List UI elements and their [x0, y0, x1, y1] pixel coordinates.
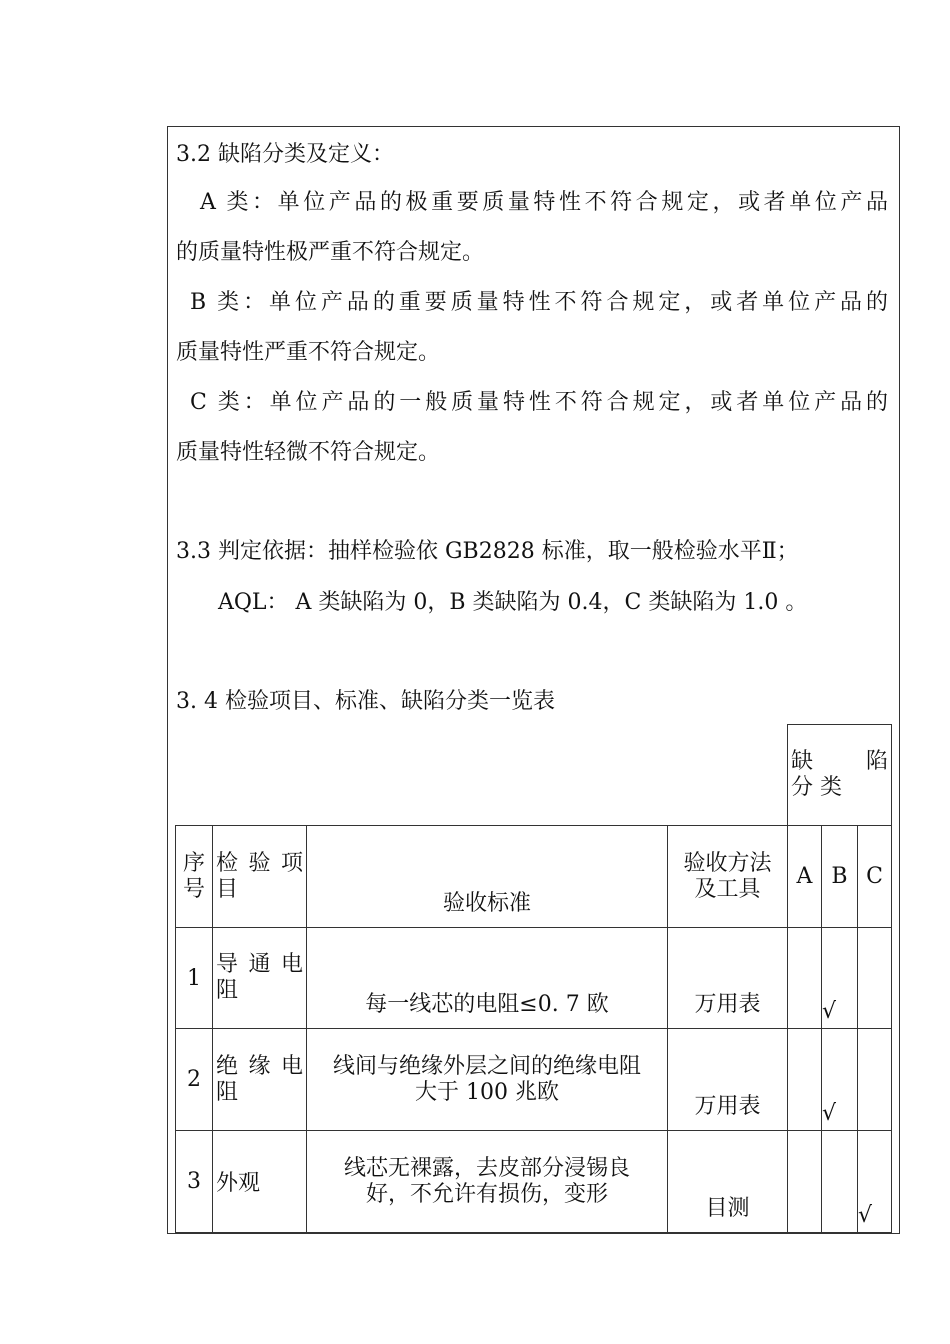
- defect-class-header-row: [176, 725, 892, 826]
- row-standard: [307, 1131, 668, 1233]
- row-method: 目测: [668, 1131, 788, 1233]
- col-header-item: [213, 826, 307, 928]
- row-seq: 3: [176, 1131, 213, 1233]
- col-header-seq-line2: 号: [182, 876, 205, 902]
- column-header-row: [176, 826, 892, 928]
- row-item: [213, 1029, 307, 1131]
- row-standard-line2: 好，不允许有损伤，变形: [365, 1181, 608, 1207]
- class-a-definition-line1: A 类：单位产品的极重要质量特性不符合规定，或者单位产品: [200, 190, 888, 215]
- row-item: 外观: [213, 1131, 307, 1233]
- section-3-3-aql-line: AQL： A 类缺陷为 0，B 类缺陷为 0.4，C 类缺陷为 1.0 。: [218, 590, 808, 615]
- class-b-definition-line2: 质量特性严重不符合规定。: [176, 340, 441, 365]
- row-standard: 每一线芯的电阻≤0. 7 欧: [307, 928, 668, 1029]
- col-header-method-line1: 验收方法: [683, 850, 772, 876]
- col-header-item-line2: 目: [216, 876, 239, 902]
- inspection-table: [175, 724, 892, 1233]
- row-method: 万用表: [668, 1029, 788, 1131]
- class-c-definition-line1: C 类：单位产品的一般质量特性不符合规定，或者单位产品的: [190, 390, 888, 415]
- col-header-a: A: [788, 826, 822, 928]
- section-3-4-heading: 3. 4 检验项目、标准、缺陷分类一览表: [176, 689, 555, 714]
- col-header-item-line1: 检 验 项: [216, 850, 303, 876]
- col-header-method: [668, 826, 788, 928]
- row-standard-line2: 大于 100 兆欧: [415, 1079, 559, 1105]
- row-method: 万用表: [668, 928, 788, 1029]
- class-c-definition-line2: 质量特性轻微不符合规定。: [176, 440, 441, 465]
- row-check-c: √: [858, 1131, 892, 1233]
- col-header-standard: 验收标准: [307, 826, 668, 928]
- row-check-a: [788, 1029, 822, 1131]
- table-row: [176, 1029, 892, 1131]
- row-item-line1: 绝 缘 电: [216, 1053, 303, 1079]
- row-check-b: √: [822, 928, 858, 1029]
- defect-class-header-line1: 缺 陷: [791, 749, 888, 774]
- row-item-line2: 阻: [216, 978, 239, 1003]
- col-header-seq-line1: 序: [182, 850, 205, 876]
- row-seq: 1: [176, 928, 213, 1029]
- row-check-b: [822, 1131, 858, 1233]
- row-check-c: [858, 928, 892, 1029]
- row-seq: 2: [176, 1029, 213, 1131]
- table-row: [176, 928, 892, 1029]
- class-a-definition-line2: 的质量特性极严重不符合规定。: [176, 240, 485, 265]
- col-header-method-line2: 及工具: [694, 876, 761, 902]
- row-check-a: [788, 928, 822, 1029]
- col-header-c: C: [858, 826, 892, 928]
- row-standard: [307, 1029, 668, 1131]
- row-item: [213, 928, 307, 1029]
- row-standard-line1: 线间与绝缘外层之间的绝缘电阻: [332, 1053, 641, 1079]
- defect-class-header: [788, 725, 892, 826]
- row-standard-line1: 线芯无裸露，去皮部分浸锡良: [343, 1155, 630, 1181]
- table-row: [176, 1131, 892, 1233]
- section-3-3-criteria-line1: 3.3 判定依据：抽样检验依 GB2828 标准，取一般检验水平Ⅱ；: [176, 539, 799, 564]
- row-item-line2: 阻: [216, 1079, 239, 1105]
- row-check-a: [788, 1131, 822, 1233]
- row-check-b: √: [822, 1029, 858, 1131]
- defect-class-header-line2: 分 类: [791, 775, 842, 800]
- row-item-line1: 导 通 电: [216, 952, 303, 977]
- col-header-b: B: [822, 826, 858, 928]
- row-check-c: [858, 1029, 892, 1131]
- section-3-2-heading: 3.2 缺陷分类及定义：: [176, 142, 394, 167]
- col-header-seq: [176, 826, 213, 928]
- class-b-definition-line1: B 类：单位产品的重要质量特性不符合规定，或者单位产品的: [190, 290, 888, 315]
